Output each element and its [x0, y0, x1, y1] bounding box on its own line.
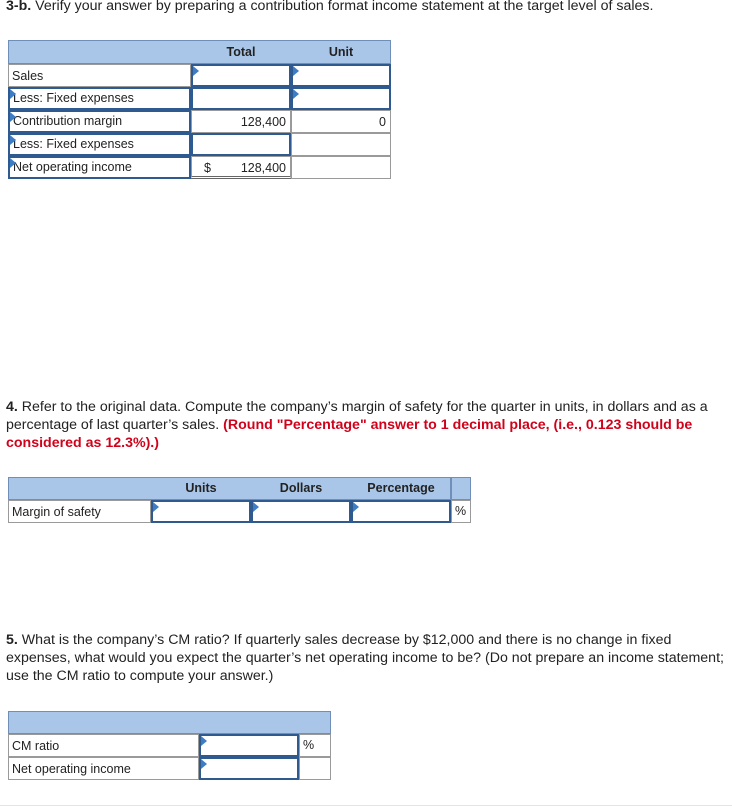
input-marker-icon	[201, 736, 207, 746]
input-marker-icon	[10, 135, 16, 145]
q4-instruction	[6, 398, 730, 452]
net-operating-income-total	[191, 156, 291, 179]
q4-text: Refer to the original data. Compute the company’s margin of safety for the quarter in units, in dollars and as a percentage of last quarter’s sales.	[6, 399, 708, 433]
row-less-fixed-2-input[interactable]: Less: Fixed expenses	[8, 133, 191, 156]
net-operating-income-value: 128,400	[240, 161, 286, 175]
col-percentage-header: Percentage	[367, 481, 435, 495]
margin-of-safety-units-input[interactable]	[151, 500, 251, 523]
sales-unit-input[interactable]	[291, 64, 391, 87]
less-fixed-1-total-input[interactable]	[191, 87, 291, 110]
cm-ratio-percent-sign: %	[299, 734, 331, 757]
q4-header-pct-cell	[451, 477, 471, 500]
row-contribution-margin-input[interactable]: Contribution margin	[8, 110, 191, 133]
less-fixed-2-total-input[interactable]	[191, 133, 291, 156]
input-marker-icon	[10, 112, 16, 122]
q4-number: 4.	[6, 399, 18, 415]
margin-of-safety-label: Margin of safety	[8, 500, 151, 523]
percent-sign: %	[451, 500, 471, 523]
cm-ratio-label: CM ratio	[8, 734, 199, 757]
q5-empty-cell	[299, 757, 331, 780]
currency-symbol: $	[204, 161, 211, 175]
q5-header-row	[8, 711, 331, 734]
input-marker-icon	[253, 502, 259, 512]
row-less-fixed-1-input[interactable]: Less: Fixed expenses	[8, 87, 191, 110]
net-operating-income-unit-cell	[291, 156, 391, 179]
q5-net-operating-income-input[interactable]	[199, 757, 299, 780]
q5-instruction	[6, 631, 730, 685]
contribution-margin-total: 128,400	[191, 110, 291, 133]
q3b-number: 3-b.	[6, 0, 32, 14]
col-dollars-header: Dollars	[279, 481, 323, 495]
col-unit-header: Unit	[328, 45, 354, 59]
input-marker-icon	[10, 158, 16, 168]
col-total-header: Total	[226, 45, 256, 59]
input-marker-icon	[293, 89, 299, 99]
margin-of-safety-percentage-input[interactable]	[351, 500, 451, 523]
q5-number: 5.	[6, 632, 18, 648]
row-sales-label: Sales	[8, 64, 191, 87]
less-fixed-1-unit-input[interactable]	[291, 87, 391, 110]
col-units-header: Units	[185, 481, 217, 495]
input-marker-icon	[201, 759, 207, 769]
input-marker-icon	[193, 66, 199, 76]
input-marker-icon	[293, 66, 299, 76]
sales-total-input[interactable]	[191, 64, 291, 87]
input-marker-icon	[353, 502, 359, 512]
less-fixed-2-unit-cell	[291, 133, 391, 156]
contribution-margin-unit: 0	[291, 110, 391, 133]
input-marker-icon	[10, 89, 16, 99]
row-net-operating-income-input[interactable]: Net operating income	[8, 156, 191, 179]
cm-ratio-input[interactable]	[199, 734, 299, 757]
input-marker-icon	[153, 502, 159, 512]
q5-net-operating-income-label: Net operating income	[8, 757, 199, 780]
q3b-text: Verify your answer by preparing a contribution format income statement at the target level of sales.	[31, 0, 654, 14]
q3b-instruction	[6, 0, 730, 15]
q4-rounding-note: (Round "Percentage" answer to 1 decimal place, (i.e., 0.123 should be considered as 12.3%).)	[6, 417, 693, 451]
margin-of-safety-dollars-input[interactable]	[251, 500, 351, 523]
q5-text: What is the company’s CM ratio? If quarterly sales decrease by $12,000 and there is no change in fixed expenses, what would you expect the quarter’s net operating income to be? (Do not prepare an income statement; use the CM ratio to compute your answer.)	[6, 632, 724, 684]
